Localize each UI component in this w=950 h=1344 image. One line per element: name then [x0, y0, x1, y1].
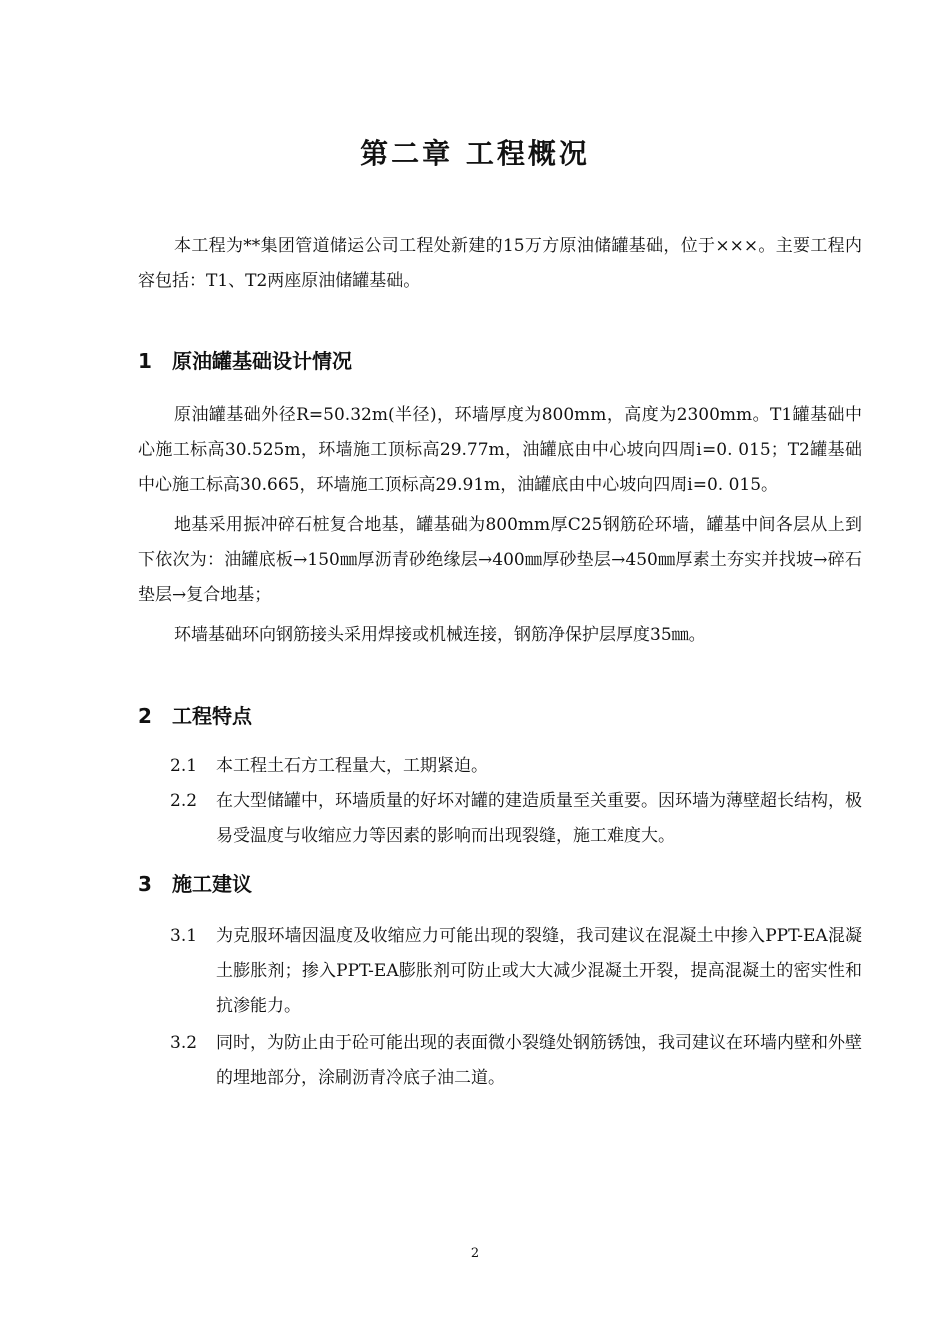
section-1-paragraph-1: 原油罐基础外径R=50.32m(半径)，环墙厚度为800mm，高度为2300mm。T1罐基础中心施工标高30.525m，环墙施工顶标高29.77m，油罐底由中心坡向四周ⅰ=0. 015；T2罐基础中心施工标高30.665，环墙施工顶标高29.91m，油罐底由中心坡向四周ⅰ=0. 015。	[138, 405, 862, 495]
list-item	[170, 919, 862, 1024]
list-item	[170, 749, 862, 784]
page-number: 2	[470, 1246, 480, 1261]
list-item-text: 本工程土石方工程量大，工期紧迫。	[216, 756, 488, 776]
list-item-text: 为克服环墙因温度及收缩应力可能出现的裂缝，我司建议在混凝土中掺入PPT-EA混凝土膨胀剂；掺入PPT-EA膨胀剂可防止或大大减少混凝土开裂，提高混凝土的密实性和抗渗能力。	[216, 926, 862, 1016]
section-1-paragraph-2: 地基采用振冲碎石桩复合地基，罐基础为800mm厚C25钢筋砼环墙，罐基中间各层从上到下依次为：油罐底板→150㎜厚沥青砂绝缘层→400㎜厚砂垫层→450㎜厚素土夯实并找坡→碎石垫层→复合地基；	[138, 515, 862, 605]
section-number: 3	[138, 872, 152, 896]
section-1-paragraph-3: 环墙基础环向钢筋接头采用焊接或机械连接，钢筋净保护层厚度35㎜。	[174, 625, 706, 645]
section-heading-3	[138, 868, 252, 897]
list-item-text: 在大型储罐中，环墙质量的好坏对罐的建造质量至关重要。因环墙为薄壁超长结构，极易受温度与收缩应力等因素的影响而出现裂缝，施工难度大。	[216, 791, 862, 846]
list-item-number: 3.2	[170, 1033, 198, 1053]
intro-paragraph: 本工程为**集团管道储运公司工程处新建的15万方原油储罐基础，位于×××。主要工程内容包括：T1、T2两座原油储罐基础。	[138, 236, 862, 291]
section-heading-2	[138, 700, 252, 729]
section-title: 原油罐基础设计情况	[172, 349, 352, 373]
list-item	[170, 784, 862, 854]
list-item-number: 3.1	[170, 926, 198, 946]
list-item	[170, 1026, 862, 1096]
section-heading-1	[138, 345, 352, 374]
chapter-title: 第二章 工程概况	[360, 137, 590, 170]
list-item-number: 2.1	[170, 756, 198, 776]
section-title: 施工建议	[172, 872, 252, 896]
list-item-text: 同时，为防止由于砼可能出现的表面微小裂缝处钢筋锈蚀，我司建议在环墙内壁和外壁的埋地部分，涂刷沥青冷底子油二道。	[216, 1033, 862, 1088]
section-number: 1	[138, 349, 152, 373]
list-item-number: 2.2	[170, 791, 198, 811]
section-title: 工程特点	[172, 704, 252, 728]
section-number: 2	[138, 704, 152, 728]
